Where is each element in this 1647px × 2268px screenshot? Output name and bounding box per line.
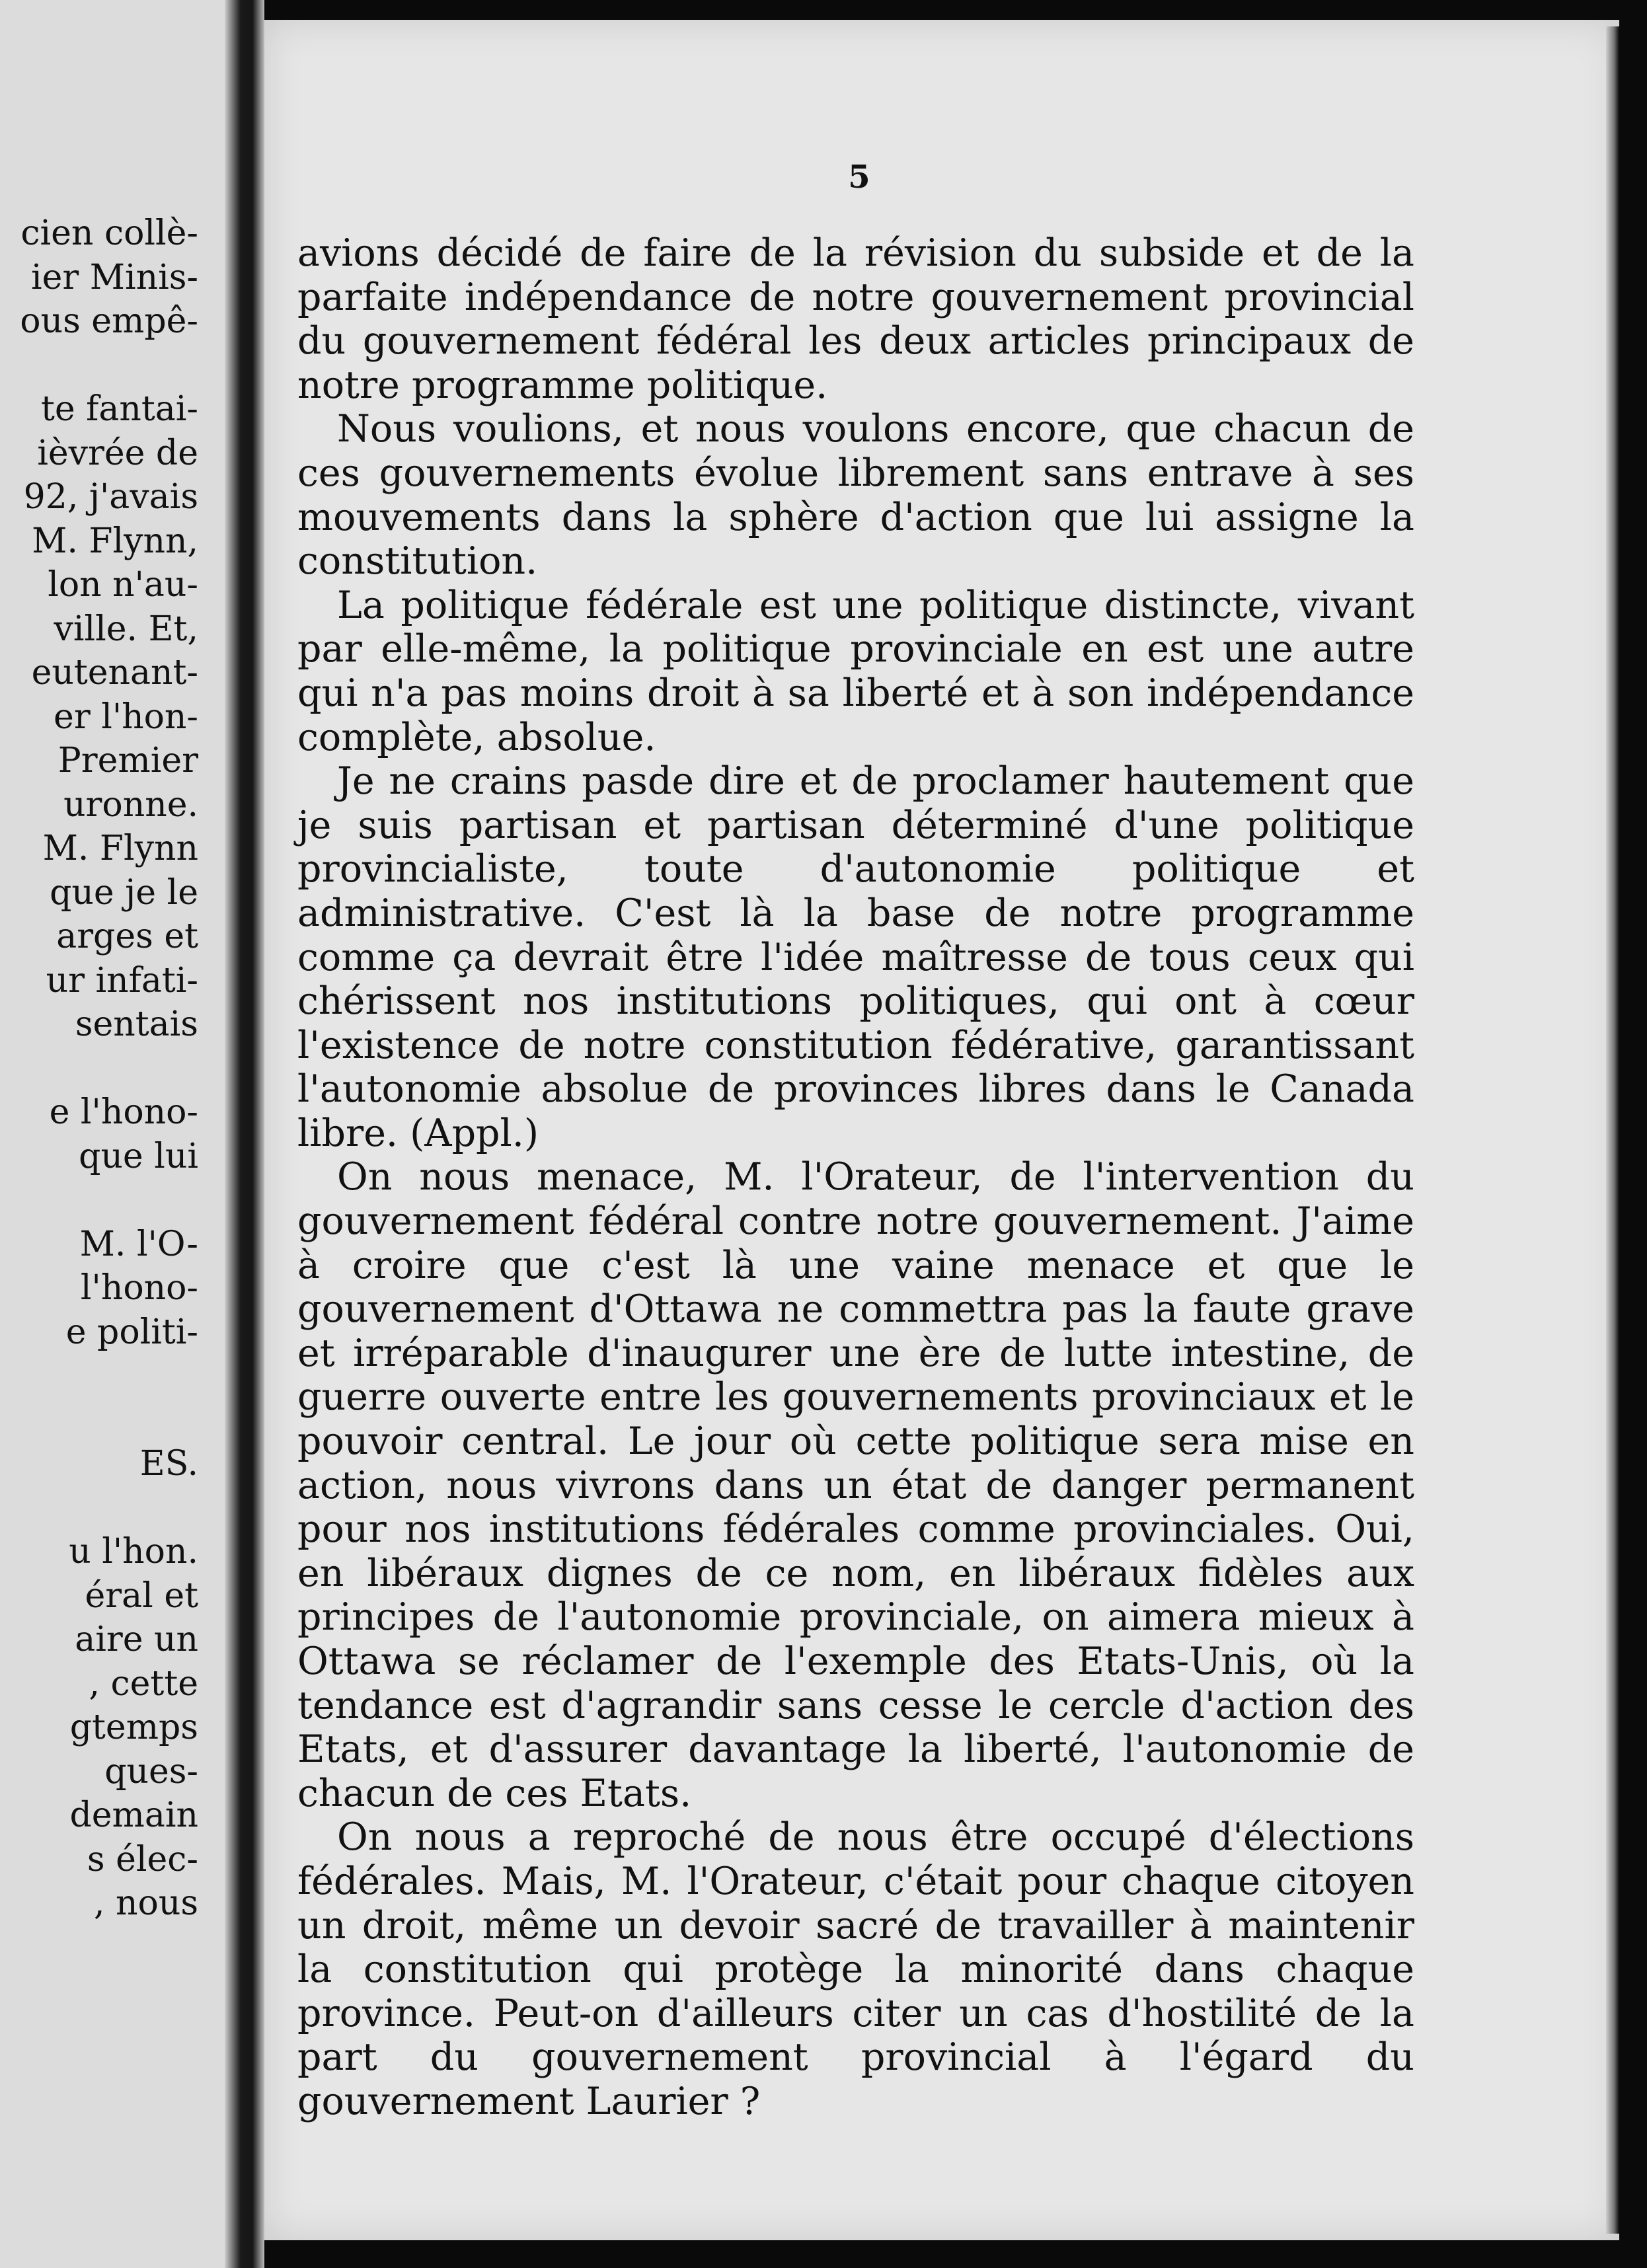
previous-page-line: ville. Et, xyxy=(54,609,198,649)
previous-page-line: ièvrée de xyxy=(37,433,198,473)
previous-page-line: M. Flynn xyxy=(42,829,198,868)
paragraph: On nous a reproché de nous être occupé d'élections fédérales. Mais, M. l'Orateur, c'était pour chaque citoyen un droit, même un devoir sacré de travailler à maintenir la constitution qui protège la minorité dans chaque province. Peut-on d'ailleurs citer un cas d'hostilité de la part du gouvernement provincial à l'égard du gouvernement Laurier ? xyxy=(297,1815,1414,2123)
previous-page-line xyxy=(0,1398,198,1443)
previous-page-line: e politi- xyxy=(65,1312,198,1352)
previous-page-line: éral et xyxy=(85,1575,198,1616)
previous-page-line: cien collè- xyxy=(20,213,198,253)
page-number: 5 xyxy=(848,159,870,196)
page-gutter xyxy=(225,0,264,2268)
previous-page-line: e l'hono- xyxy=(49,1092,198,1132)
body-text xyxy=(297,231,1414,2124)
previous-page-line: u l'hon. xyxy=(69,1532,198,1571)
previous-page-line: ES. xyxy=(139,1444,198,1484)
previous-page-line xyxy=(0,1178,198,1223)
previous-page-line: M. l'O- xyxy=(79,1224,198,1264)
previous-page-line: uronne. xyxy=(63,784,198,825)
page-edge xyxy=(1606,26,1619,2234)
previous-page-line: Premier xyxy=(57,741,198,780)
previous-page-line: 92, j'avais xyxy=(23,477,198,517)
previous-page-line: eutenant- xyxy=(31,653,198,693)
previous-page-text xyxy=(0,211,198,1926)
paragraph: avions décidé de faire de la révision du subside et de la parfaite indépendance de notre gouvernement provincial du gouvernement fédéral les deux articles principaux de notre programme politique. xyxy=(297,231,1414,407)
previous-page-line: er l'hon- xyxy=(54,697,198,737)
previous-page-line: que je le xyxy=(50,872,198,913)
previous-page-line: ur infati- xyxy=(46,960,198,1001)
previous-page-line xyxy=(0,344,198,388)
previous-page-line: arges et xyxy=(56,917,198,956)
paragraph: Nous voulions, et nous voulons encore, que chacun de ces gouvernements évolue librement sans entrave à ses mouvements dans la sphère d'action que lui assigne la constitution. xyxy=(297,407,1414,584)
paragraph: On nous menace, M. l'Orateur, de l'intervention du gouvernement fédéral contre notre gouvernement. J'aime à croire que c'est là une vaine menace et que le gouvernement d'Ottawa ne commettra pas la faute grave et irréparable d'inaugurer une ère de lutte intestine, de guerre ouverte entre les gouvernements provinciaux et le pouvoir central. Le jour où cette politique sera mise en action, nous vivrons dans un état de danger permanent pour nos institutions fédérales comme provinciales. Oui, en libéraux dignes de ce nom, en libéraux fidèles aux principes de l'autonomie provinciale, on aimera mieux à Ottawa se réclamer de l'exemple des Etats-Unis, où la tendance est d'agrandir sans cesse le cercle d'action des Etats, et d'assurer davantage la liberté, l'autonomie de chacun de ces Etats. xyxy=(297,1155,1414,1815)
previous-page-line: demain xyxy=(69,1796,198,1835)
previous-page-line: , nous xyxy=(93,1883,198,1923)
previous-page-line: te fantai- xyxy=(40,389,198,429)
previous-page-line: M. Flynn, xyxy=(32,521,198,561)
previous-page-fragment xyxy=(0,0,225,2268)
previous-page-line: lon n'au- xyxy=(48,565,198,605)
previous-page-line: sentais xyxy=(75,1004,198,1044)
previous-page-line: que lui xyxy=(79,1136,198,1176)
previous-page-line: aire un xyxy=(75,1620,198,1659)
previous-page-line: s élec- xyxy=(87,1839,198,1879)
previous-page-line: ier Minis- xyxy=(30,257,198,297)
paragraph: Je ne crains pasde dire et de proclamer hautement que je suis partisan et partisan déterminé d'une politique provincialiste, toute d'autonomie politique et administrative. C'est là la base de notre programme comme ça devrait être l'idée maîtresse de tous ceux qui chérissent nos institutions politiques, qui ont à cœur l'existence de notre constitution fédérative, garantissant l'autonomie absolue de provinces libres dans le Canada libre. (Appl.) xyxy=(297,759,1414,1155)
previous-page-line: ous empê- xyxy=(20,301,198,341)
previous-page-line: gtemps xyxy=(69,1708,198,1747)
previous-page-line xyxy=(0,1486,198,1531)
previous-page-line xyxy=(0,1047,198,1091)
previous-page-line: , cette xyxy=(89,1663,198,1704)
previous-page-line: ques- xyxy=(104,1751,198,1792)
paragraph: La politique fédérale est une politique distincte, vivant par elle-même, la politique provinciale en est une autre qui n'a pas moins droit à sa liberté et à son indépendance complète, absolue. xyxy=(297,583,1414,759)
previous-page-line: l'hono- xyxy=(80,1268,198,1308)
previous-page-line xyxy=(0,1354,198,1398)
